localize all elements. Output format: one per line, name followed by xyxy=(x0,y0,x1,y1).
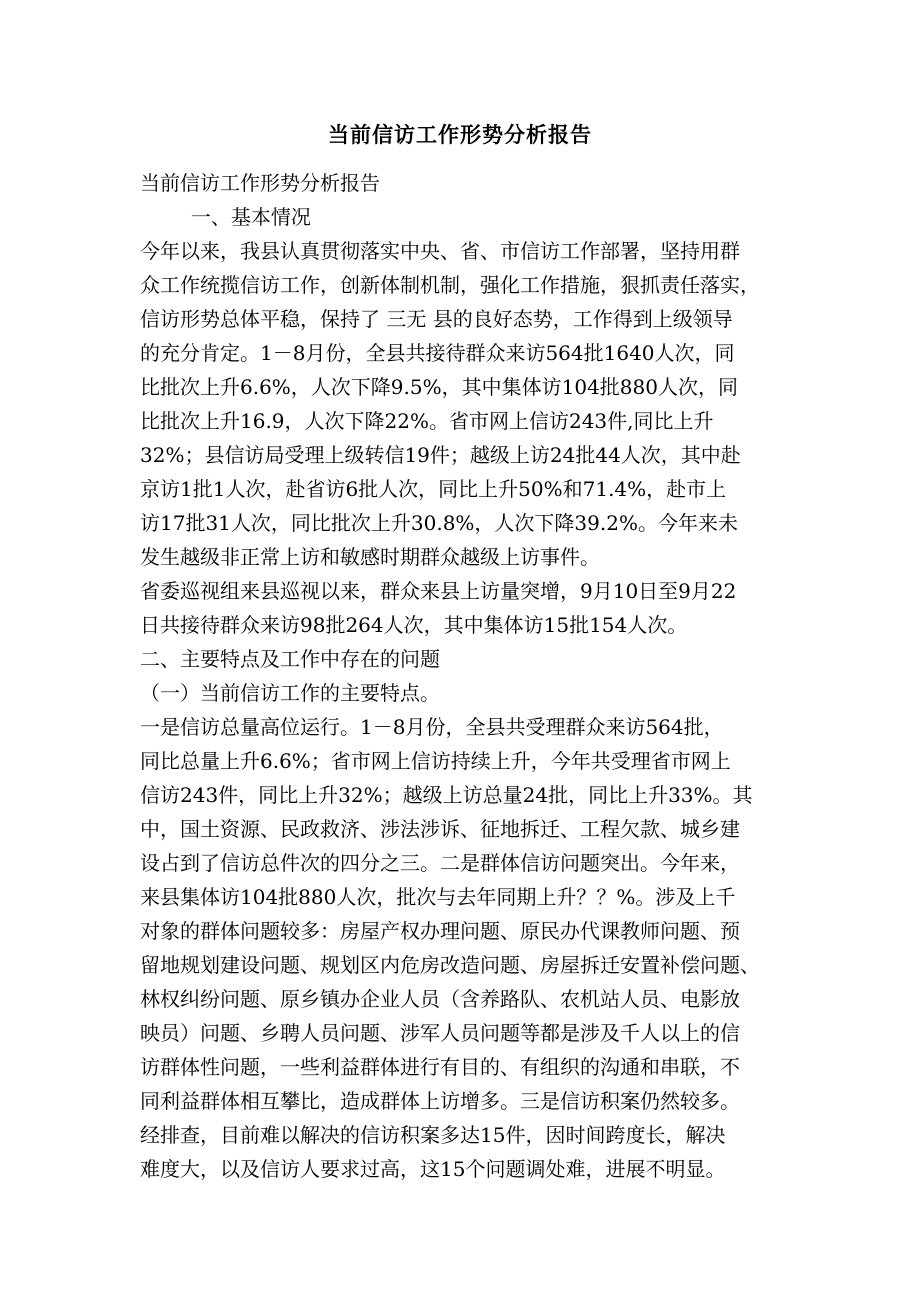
body-line-29: 经排查，目前难以解决的信访积案多达15件，因时间跨度长，解决 xyxy=(140,1123,726,1147)
body-line-4: 众工作统揽信访工作，创新体制机制，强化工作措施，狠抓责任落实， xyxy=(140,273,760,297)
body-line-1: 当前信访工作形势分析报告 xyxy=(140,171,380,195)
body-line-11: 访17批31人次，同比批次上升30.8%，人次下降39.2%。今年来未 xyxy=(140,511,738,535)
body-line-30: 难度大，以及信访人要求过高，这15个问题调处难，进展不明显。 xyxy=(140,1157,726,1181)
body-line-28: 同利益群体相互攀比，造成群体上访增多。三是信访积案仍然较多。 xyxy=(140,1089,740,1113)
body-line-23: 对象的群体问题较多：房屋产权办理问题、原民办代课教师问题、预 xyxy=(140,919,740,943)
body-line-22: 来县集体访104批880人次，批次与去年同期上升？？%。涉及上千 xyxy=(140,885,736,909)
body-line-9: 32%；县信访局受理上级转信19件；越级上访24批44人次，其中赴 xyxy=(140,443,741,467)
subsection-heading-features: （一）当前信访工作的主要特点。 xyxy=(140,681,440,705)
body-line-13: 省委巡视组来县巡视以来，群众来县上访量突增，9月10日至9月22 xyxy=(140,579,737,603)
body-line-7: 比批次上升6.6%，人次下降9.5%，其中集体访104批880人次，同 xyxy=(140,375,738,399)
body-line-24: 留地规划建设问题、规划区内危房改造问题、房屋拆迁安置补偿问题、 xyxy=(140,953,760,977)
body-line-10: 京访1批1人次，赴省访6批人次，同比上升50%和71.4%，赴市上 xyxy=(140,477,727,501)
document-title: 当前信访工作形势分析报告 xyxy=(328,122,592,147)
body-line-20: 中，国土资源、民政救济、涉法涉诉、征地拆迁、工程欠款、城乡建 xyxy=(140,817,740,841)
section-heading-features: 二、主要特点及工作中存在的问题 xyxy=(140,647,440,671)
body-line-25: 林权纠纷问题、原乡镇办企业人员（含养路队、农机站人员、电影放 xyxy=(140,987,740,1011)
body-line-21: 设占到了信访总件次的四分之三。二是群体信访问题突出。今年来， xyxy=(140,851,740,875)
body-line-19: 信访243件，同比上升32%；越级上访总量24批，同比上升33%。其 xyxy=(140,783,753,807)
body-line-12: 发生越级非正常上访和敏感时期群众越级上访事件。 xyxy=(140,545,600,569)
body-line-8: 比批次上升16.9，人次下降22%。省市网上信访243件,同比上升 xyxy=(140,409,714,433)
body-line-6: 的充分肯定。1－8月份，全县共接待群众来访564批1640人次，同 xyxy=(140,341,735,365)
body-line-26: 映员）问题、乡聘人员问题、涉军人员问题等都是涉及千人以上的信 xyxy=(140,1021,740,1045)
body-line-17: 一是信访总量高位运行。1－8月份，全县共受理群众来访564批， xyxy=(140,715,724,739)
body-line-5: 信访形势总体平稳，保持了 三无 县的良好态势，工作得到上级领导 xyxy=(140,307,733,331)
body-line-3: 今年以来，我县认真贯彻落实中央、省、市信访工作部署，坚持用群 xyxy=(140,239,740,263)
section-heading-basic: 一、基本情况 xyxy=(140,205,311,229)
body-line-18: 同比总量上升6.6%；省市网上信访持续上升，今年共受理省市网上 xyxy=(140,749,731,773)
body-line-14: 日共接待群众来访98批264人次，其中集体访15批154人次。 xyxy=(140,613,688,637)
body-line-27: 访群体性问题，一些利益群体进行有目的、有组织的沟通和串联，不 xyxy=(140,1055,740,1079)
